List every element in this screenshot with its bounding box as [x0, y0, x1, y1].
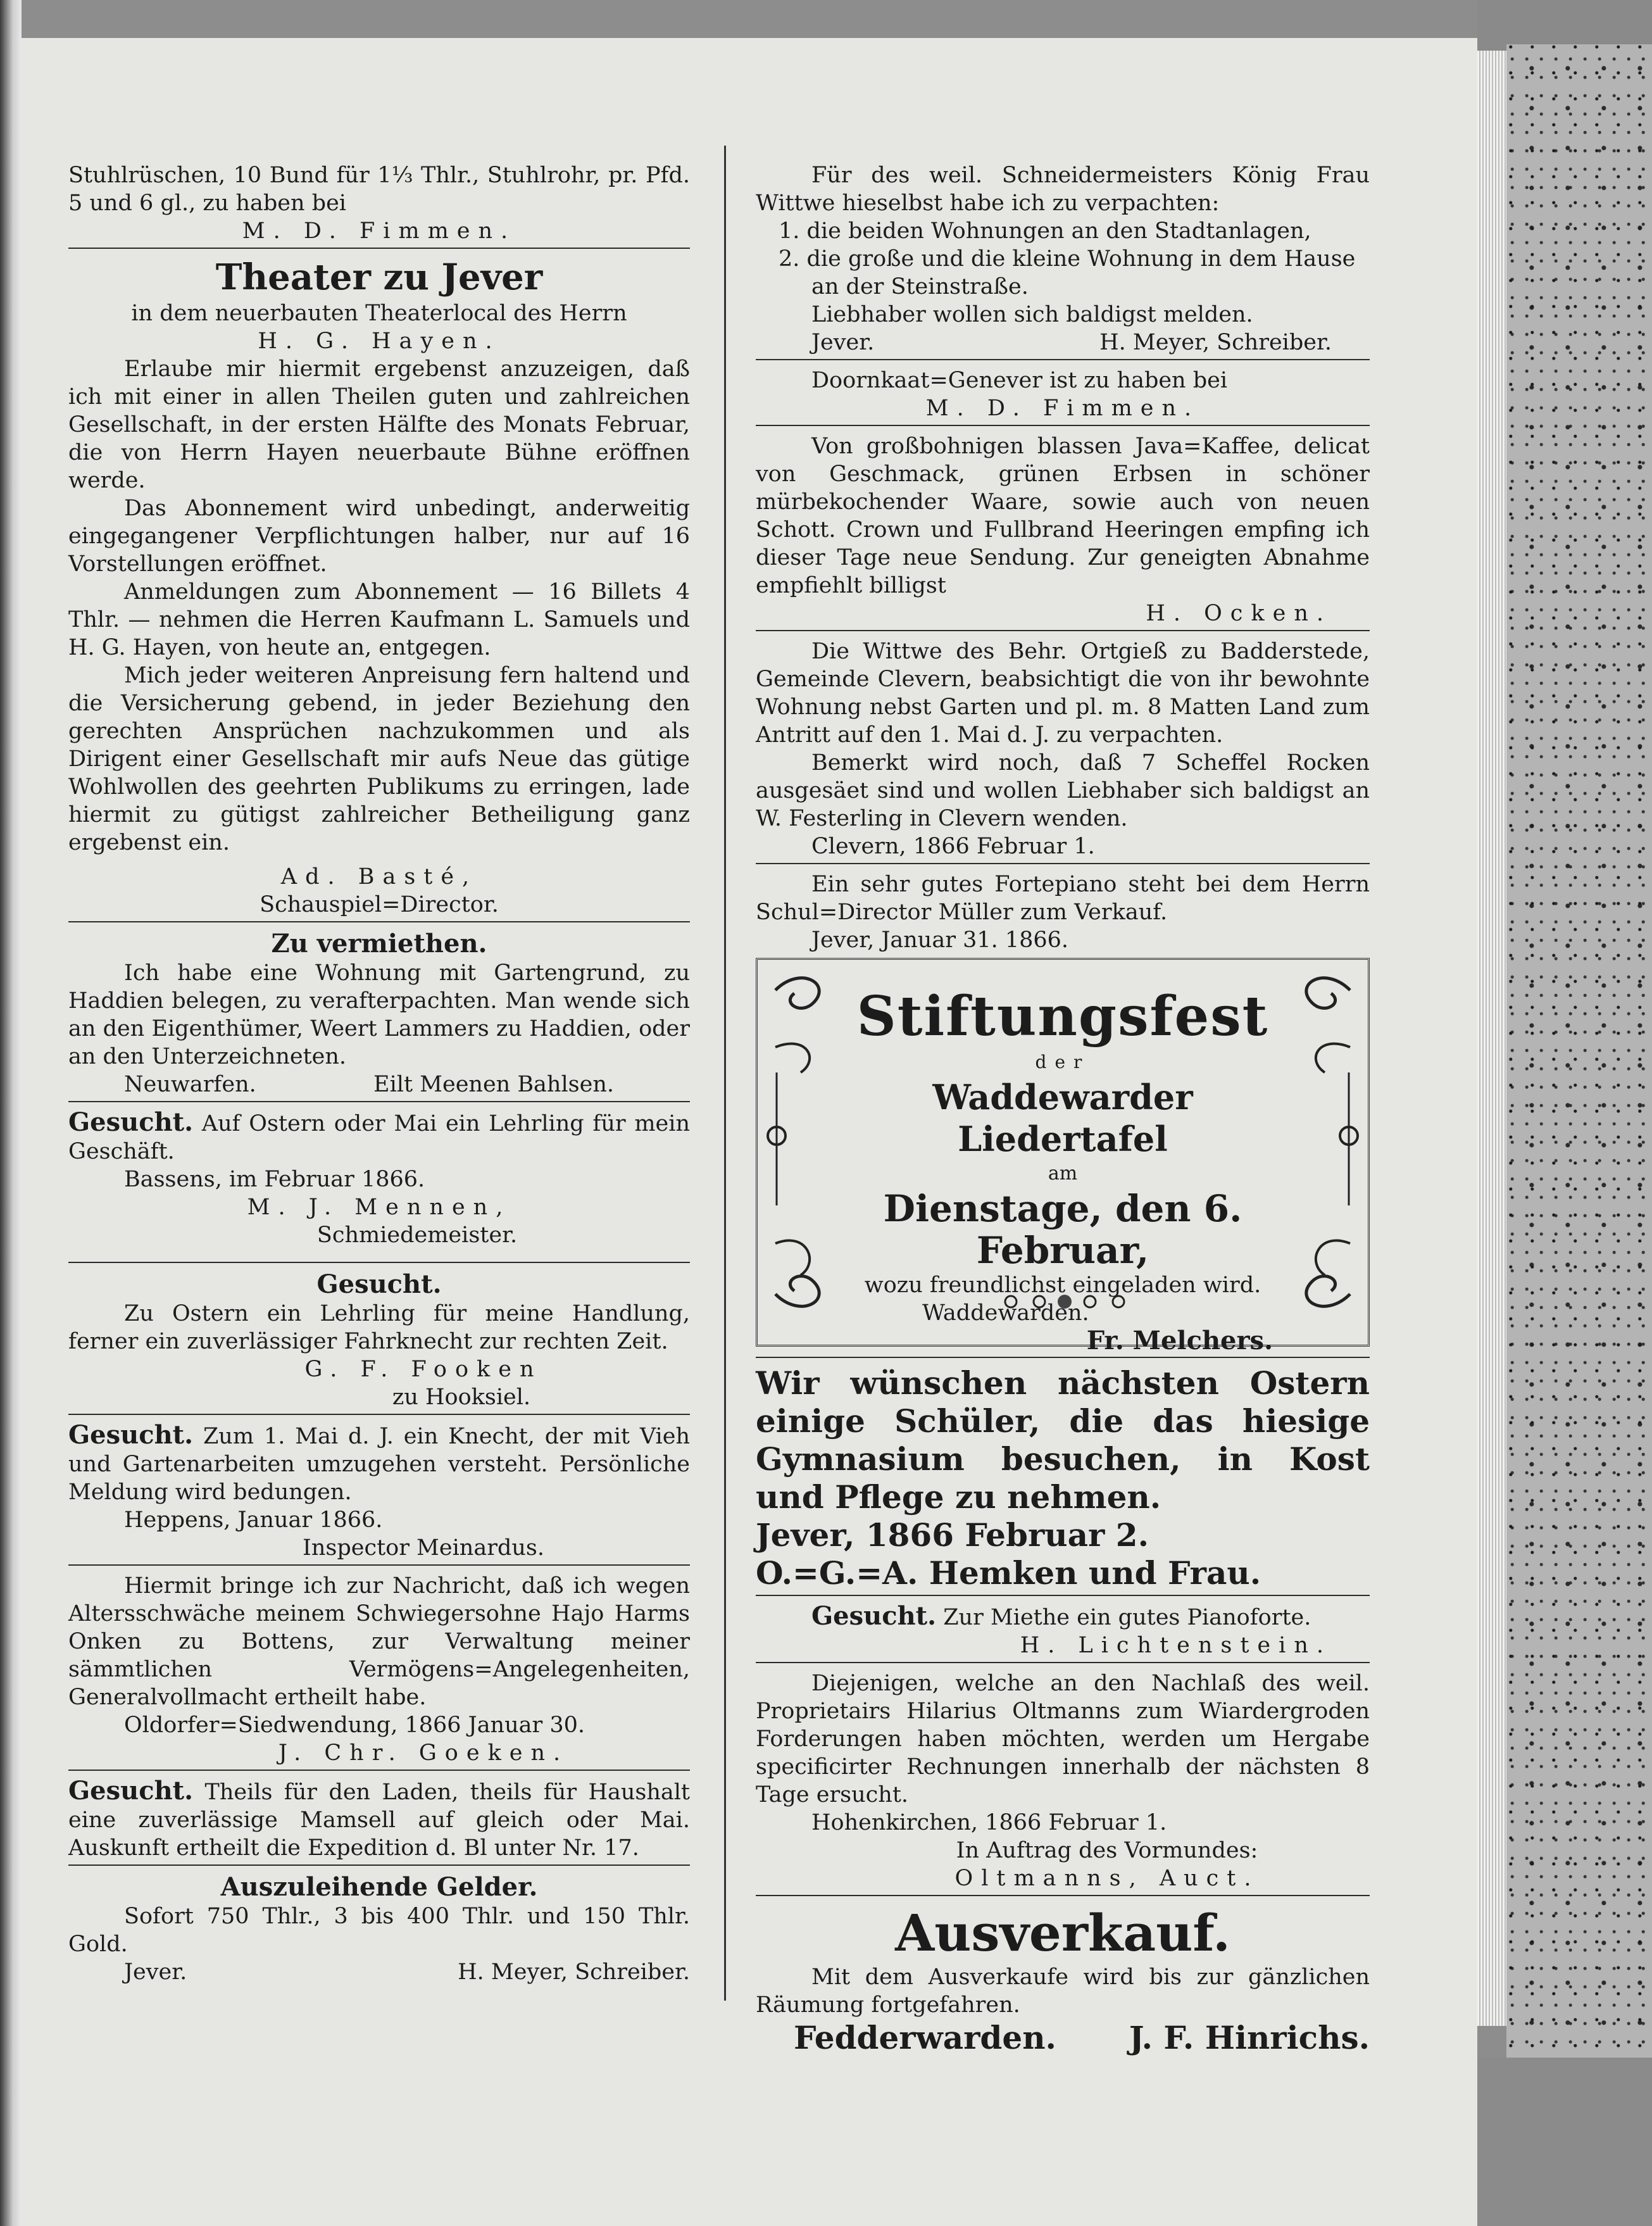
ad-signature: M. D. Fimmen.	[925, 396, 1200, 421]
ad-text	[68, 1109, 690, 1166]
background	[1477, 0, 1652, 51]
ad-title: Auszuleihende Gelder.	[220, 1872, 538, 1902]
ad-signature: Oltmanns, Auct.	[954, 1866, 1260, 1891]
ad-ausverkauf	[756, 1902, 1370, 2057]
ad-auftrag: In Auftrag des Vormundes:	[956, 1838, 1258, 1863]
ad-society: Waddewarder Liedertafel	[932, 1077, 1193, 1159]
ad-der: der	[1035, 1052, 1091, 1072]
ad-body: Auf Ostern oder Mai ein Lehrling für mein Geschäft.	[68, 1111, 690, 1164]
ad-place: Jever.	[811, 330, 875, 355]
rule	[68, 1101, 690, 1102]
rule	[68, 248, 690, 249]
ad-footer	[756, 329, 1370, 356]
ad-signature: H. Ocken.	[1146, 601, 1332, 626]
ad-gelder	[68, 1872, 690, 1986]
ad-text: Wir wünschen nächsten Ostern einige Schüler, die das hiesige Gymnasium besuchen, in Kost und Pflege zu nehmen.	[756, 1364, 1370, 1516]
ad-text: Für des weil. Schneidermeisters König Frau Wittwe hieselbst habe ich zu verpachten:	[756, 163, 1370, 216]
page-edges	[1477, 51, 1506, 2026]
ad-date: Jever, Januar 31. 1866.	[811, 928, 1069, 953]
ad-signature-title: Schauspiel=Director.	[260, 892, 499, 917]
rule	[68, 1414, 690, 1415]
ad-date: Jever, 1866 Februar 2.	[756, 1516, 1149, 1554]
ad-am: am	[1048, 1162, 1078, 1185]
ad-fortepiano	[756, 871, 1370, 954]
ad-place: Neuwarfen.	[124, 1072, 256, 1097]
ad-list-item: an der Steinstraße.	[811, 274, 1029, 299]
ad-schueler	[756, 1364, 1370, 1592]
ad-signature: Ad. Basté,	[280, 864, 478, 890]
ad-signature: Inspector Meinardus.	[303, 1535, 544, 1561]
background-bottom	[1477, 2058, 1652, 2226]
ad-signature-place: zu Hooksiel.	[392, 1385, 531, 1410]
ad-footer	[756, 2019, 1370, 2057]
rule	[756, 425, 1370, 426]
ad-text: Zu Ostern ein Lehrling für meine Handlung, ferner ein zuverlässiger Fahrknecht zur rechten Zeit.	[68, 1301, 690, 1354]
ad-signature: Eilt Meenen Bahlsen.	[373, 1072, 614, 1097]
ad-body: Zum 1. Mai d. J. ein Knecht, der mit Vieh und Gartenarbeiten umzugehen versteht. Persönliche Meldung wird bedungen.	[68, 1424, 690, 1505]
ad-signature: M. D. Fimmen.	[242, 218, 516, 244]
rule	[68, 1564, 690, 1566]
ad-gesucht-knecht	[68, 1421, 690, 1562]
ad-text: Bemerkt wird noch, daß 7 Scheffel Rocken ausgesäet sind und wollen Liebhaber sich baldigst an W. Festerling in Clevern wenden.	[756, 750, 1370, 831]
ad-kaffee	[756, 432, 1370, 627]
ad-doornkaat	[756, 367, 1370, 422]
ad-signature: H. Lichtenstein.	[1020, 1633, 1332, 1658]
ad-theater	[68, 255, 690, 919]
ad-lead: Gesucht.	[68, 1776, 194, 1806]
ad-text: Die Wittwe des Behr. Ortgieß zu Badderstede, Gemeinde Clevern, beabsichtigt die von ihr bewohnte Wohnung nebst Garten und pl. m. 8 Matten Land zum Antritt auf den 1. Mai d. J. zu verpachten.	[756, 639, 1370, 748]
ad-title: Stiftungsfest	[856, 984, 1269, 1048]
rule	[68, 1864, 690, 1866]
ad-signature: Fr. Melchers.	[1086, 1326, 1273, 1355]
ad-date: Bassens, im Februar 1866.	[124, 1167, 425, 1192]
ad-title: Zu vermiethen.	[271, 929, 487, 959]
ad-list-item: 2. die große und die kleine Wohnung in dem Hause	[779, 246, 1356, 272]
ad-title: Gesucht.	[316, 1269, 442, 1299]
ad-signature: O.=G.=A. Hemken und Frau.	[756, 1554, 1261, 1592]
ad-text	[68, 1777, 690, 1862]
ad-footer	[68, 1958, 690, 1986]
ad-signature: J. Chr. Goeken.	[278, 1740, 569, 1766]
book-spine	[0, 0, 22, 2226]
ad-lead: Gesucht.	[68, 1107, 194, 1137]
ad-body: Theils für den Laden, theils für Haushalt eine zuverlässige Mamsell auf gleich oder Mai. Auskunft ertheilt die Expedition d. Bl unter Nr. 17.	[68, 1780, 690, 1861]
ad-text: Ein sehr gutes Fortepiano steht bei dem Herrn Schul=Director Müller zum Verkauf.	[756, 872, 1370, 925]
ad-date: Hohenkirchen, 1866 Februar 1.	[811, 1810, 1167, 1835]
ad-footer	[68, 1071, 690, 1098]
ad-place: Heppens, Januar 1866.	[124, 1507, 383, 1533]
right-column	[756, 161, 1370, 2057]
ad-text: Ich habe eine Wohnung mit Gartengrund, zu Haddien belegen, zu verafterpachten. Man wende sich an den Eigenthümer, Weert Lammers zu Haddien, oder an den Unterzeichneten.	[68, 960, 690, 1069]
ad-text: Mit dem Ausverkaufe wird bis zur gänzlichen Räumung fortgefahren.	[756, 1965, 1370, 2018]
ad-signature-title: Schmiedemeister.	[316, 1223, 518, 1248]
ad-note: Liebhaber wollen sich baldigst melden.	[811, 302, 1253, 327]
ad-title: Theater zu Jever	[215, 256, 543, 298]
ad-invite: wozu freundlichst eingeladen wird.	[864, 1273, 1261, 1298]
ad-lead: Gesucht.	[68, 1420, 194, 1450]
ad-signature: J. F. Hinrichs.	[1129, 2019, 1370, 2056]
rule	[68, 921, 690, 922]
ad-lead: Gesucht.	[811, 1601, 937, 1631]
ornament-right-icon	[1287, 965, 1363, 1319]
column-divider	[724, 146, 726, 2001]
ad-text: Von großbohnigen blassen Java=Kaffee, delicat von Geschmack, grünen Erbsen in schöner mürbekochender Waare, sowie auch von neuen Schott. Crown und Fullbrand Heeringen empfing ich dieser Tage neue Sendung. Zur geneigten Abnahme empfiehlt billigst	[756, 434, 1370, 598]
left-column	[68, 161, 690, 1986]
ad-paragraph: Erlaube mir hiermit ergebenst anzuzeigen, daß ich mit einer in allen Theilen guten und zahlreichen Gesellschaft, in der ersten Hälfte des Monats Februar, die von Herrn Hayen neuerbaute Bühne eröffnen werde.	[68, 356, 690, 493]
book-cover-edge	[1506, 44, 1652, 2058]
ad-place: Fedderwarden.	[794, 2019, 1056, 2056]
ad-date: Oldorfer=Siedwendung, 1866 Januar 30.	[124, 1713, 585, 1738]
rule	[68, 1262, 690, 1263]
ad-paragraph: Mich jeder weiteren Anpreisung fern haltend und die Versicherung gebend, in jeder Beziehung den gerechten Ansprüchen nachzukommen und als Dirigent einer Gesellschaft mir aufs Neue das gütige Wohlwollen des geehrten Publikums zu erringen, lade hiermit zu gütigst zahlreicher Betheiligung ganz ergebenst ein.	[68, 663, 690, 855]
rule	[756, 1357, 1370, 1358]
ad-body: Zur Miethe ein gutes Pianoforte.	[943, 1605, 1311, 1630]
ad-paragraph: Das Abonnement wird unbedingt, anderweitig eingegangener Verpflichtungen halber, nur auf 16 Vorstellungen eröffnet.	[68, 496, 690, 577]
rule	[756, 863, 1370, 864]
ad-text: Stuhlrüschen, 10 Bund für 1⅓ Thlr., Stuhlrohr, pr. Pfd. 5 und 6 gl., zu haben bei	[68, 163, 690, 216]
ad-title: Ausverkauf.	[895, 1903, 1230, 1963]
ad-text: Diejenigen, welche an den Nachlaß des weil. Proprietairs Hilarius Oltmanns zum Wiardergroden Forderungen haben möchten, werden um Hergabe specificirter Rechnungen innerhalb der nächsten 8 Tage ersucht.	[756, 1671, 1370, 1808]
ad-text	[756, 1602, 1370, 1632]
ad-place: Waddewarden.	[922, 1300, 1089, 1326]
rule	[756, 1895, 1370, 1896]
ad-text	[68, 1421, 690, 1506]
ad-signature: M. J. Mennen,	[247, 1195, 511, 1220]
ad-mamsell	[68, 1777, 690, 1862]
ad-signature: H. Meyer, Schreiber.	[1099, 330, 1332, 355]
ad-gesucht-handlung	[68, 1269, 690, 1411]
ad-koenig	[756, 161, 1370, 356]
ad-vermiethen	[68, 929, 690, 1098]
ad-generalvollmacht	[68, 1572, 690, 1767]
ornament-left-icon	[763, 965, 839, 1319]
ad-paragraph: Anmeldungen zum Abonnement — 16 Billets 4 Thlr. — nehmen die Herren Kaufmann L. Samuels und H. G. Hayen, von heute an, entgegen.	[68, 579, 690, 660]
rule	[756, 630, 1370, 631]
ad-signature: G. F. Fooken	[304, 1357, 542, 1382]
ad-date: Dienstage, den 6. Februar,	[883, 1187, 1242, 1272]
ad-wittwe	[756, 638, 1370, 860]
ad-text: Doornkaat=Genever ist zu haben bei	[811, 368, 1228, 393]
ad-stuhl	[68, 161, 690, 245]
ad-text: Hiermit bringe ich zur Nachricht, daß ich wegen Altersschwäche meinem Schwiegersohne Hajo Harms Onken zu Bottens, zur Verwaltung meiner sämmtlichen Vermögens=Angelegenheiten, Generalvollmacht ertheilt habe.	[68, 1573, 690, 1710]
rule	[68, 1770, 690, 1771]
ad-text: Sofort 750 Thlr., 3 bis 400 Thlr. und 150 Thlr. Gold.	[68, 1904, 690, 1957]
rule	[756, 359, 1370, 360]
ad-date: Clevern, 1866 Februar 1.	[811, 834, 1095, 859]
ad-signature: H. Meyer, Schreiber.	[458, 1959, 690, 1985]
stiftung-content	[834, 985, 1292, 1355]
rule	[756, 1662, 1370, 1663]
ad-nachlass	[756, 1670, 1370, 1892]
ad-place: Jever.	[124, 1959, 187, 1985]
ad-pianoforte	[756, 1602, 1370, 1659]
ad-gesucht-lehrling	[68, 1109, 690, 1249]
ad-subtitle: in dem neuerbauten Theaterlocal des Herrn	[131, 301, 627, 326]
ad-stiftungsfest-box	[756, 958, 1370, 1355]
ad-list-item: 1. die beiden Wohnungen an den Stadtanlagen,	[779, 218, 1311, 244]
rule	[756, 1595, 1370, 1596]
ad-subtitle-name: H. G. Hayen.	[258, 329, 501, 354]
